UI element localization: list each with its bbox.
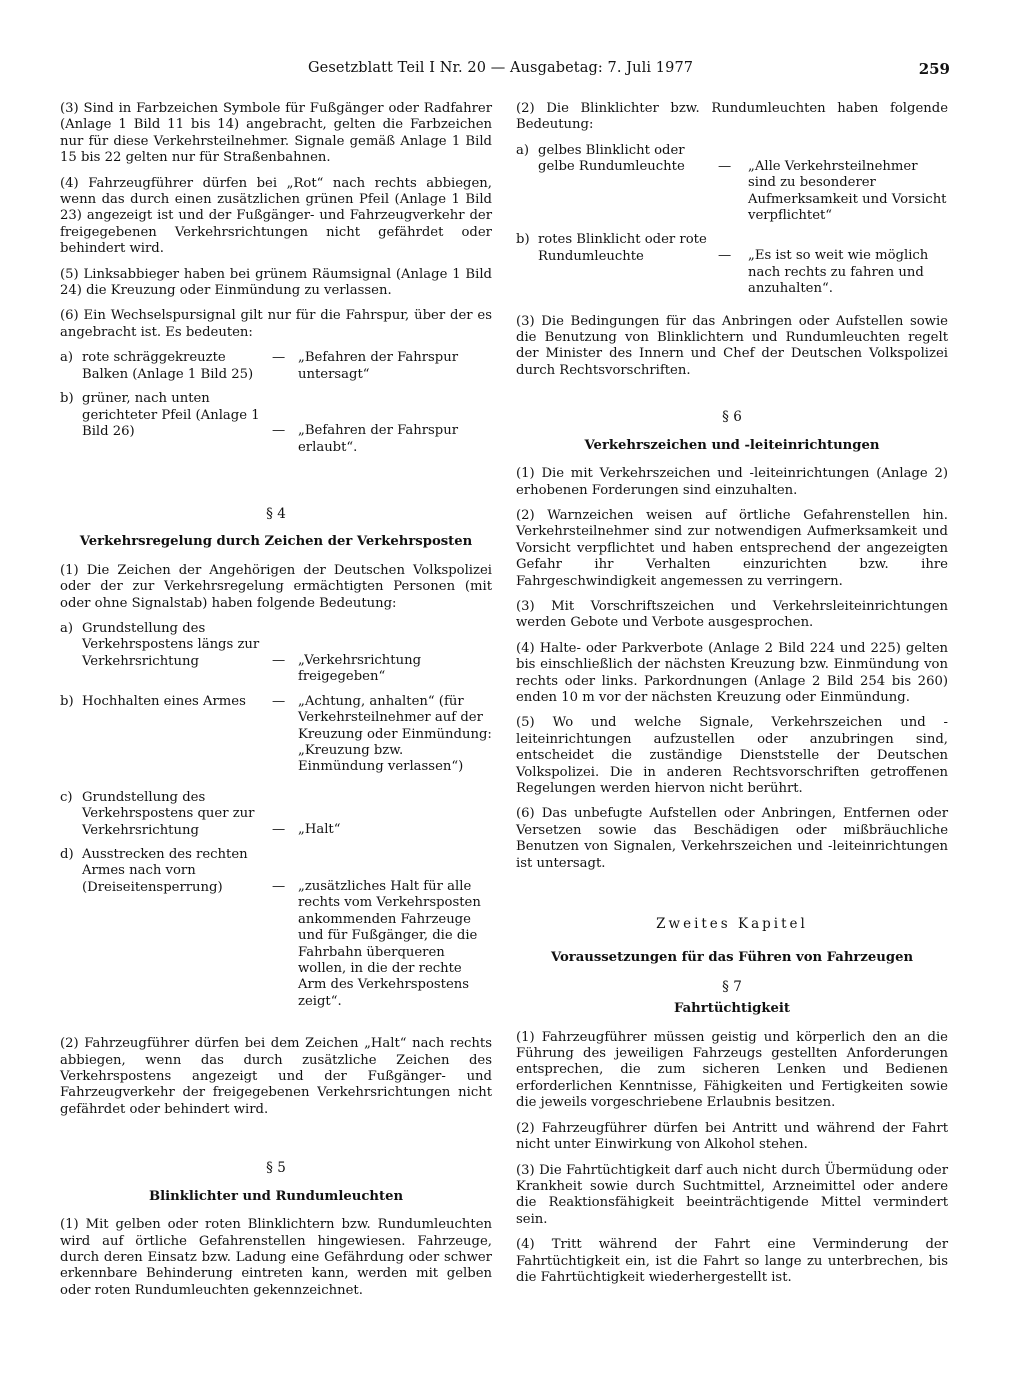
list-dash: — xyxy=(272,693,286,709)
section-title: Verkehrszeichen und -leiteinrichtungen xyxy=(584,437,880,453)
section-title: Verkehrsregelung durch Zeichen der Verkehrsposten xyxy=(79,534,473,550)
list-item xyxy=(60,694,492,776)
list-term: Hochhalten eines Armes xyxy=(82,693,246,709)
paragraph: (6) Das unbefugte Aufstellen oder Anbringen, Entfernen oder Versetzen sowie das Beschädigen oder mißbräuchliche Benutzen von Signalen, Verkehrszeichen und -leiteinrichtungen ist untersagt. xyxy=(516,806,948,871)
list-label: b) xyxy=(60,693,74,709)
list-meaning: „Befahren der Fahrspur erlaubt“. xyxy=(298,423,459,455)
list-item xyxy=(60,350,492,383)
paragraph: (3) Mit Vorschriftszeichen und Verkehrsleiteinrichtungen werden Gebote und Verbote ausgesprochen. xyxy=(516,598,948,631)
paragraph: (3) Die Bedingungen für das Anbringen oder Aufstellen sowie die Benutzung von Blinklichtern und Rundumleuchten regelt der Minister des Innern und Chef der Deutschen Volkspolizei durch Rechtsvorschriften. xyxy=(516,313,948,378)
section-number: § 6 xyxy=(722,409,742,426)
list-dash: — xyxy=(718,158,732,174)
list-dash: — xyxy=(272,350,286,366)
chapter-heading: Zweites Kapitel xyxy=(656,916,808,933)
left-column xyxy=(60,101,492,1308)
paragraph: (4) Fahrzeugführer dürfen bei „Rot“ nach rechts abbiegen, wenn das durch einen zusätzlichen grünen Pfeil (Anlage 1 Bild 23) angezeigt ist und der Fußgänger- und Fahrzeugverkehr der freigegebenen Verkehrsrichtungen nicht gefährdet oder behindert wird. xyxy=(60,175,492,257)
list-term: Ausstrecken des rechten Armes nach vorn (Dreiseitensperrung) xyxy=(82,847,248,895)
list-dash: — xyxy=(718,248,732,264)
list-meaning: „zusätzliches Halt für alle rechts vom Verkehrsposten ankommenden Fahrzeuge und für Fußgänger, die die Fahrbahn überqueren wollen, in die der rechte Arm des Verkehrspostens zeigt“. xyxy=(298,879,481,1009)
chapter-title: Voraussetzungen für das Führen von Fahrzeugen xyxy=(550,950,914,966)
paragraph: (5) Wo und welche Signale, Verkehrszeichen und -leiteinrichtungen aufzustellen oder anzubringen sind, entscheidet die zuständige Dienststelle der Deutschen Volkspolizei. Die in anderen Rechtsvorschriften getroffenen Regelungen werden hiervon nicht berührt. xyxy=(516,715,948,796)
list-term: Grundstellung des Verkehrspostens längs zur Verkehrsrichtung xyxy=(82,620,260,669)
section-title: Fahrtüchtigkeit xyxy=(674,1001,790,1017)
paragraph: (2) Fahrzeugführer dürfen bei dem Zeichen „Halt“ nach rechts abbiegen, wenn das durch zusätzliche Zeichen des Verkehrspostens angezeigt und der Fußgänger- und Fahrzeugverkehr der freigegebenen Verkehrsrichtungen nicht gefährdet oder behindert wird. xyxy=(60,1036,492,1117)
list-term: gelbes Blinklicht oder gelbe Rundumleuchte xyxy=(538,142,685,175)
paragraph: (1) Mit gelben oder roten Blinklichtern bzw. Rundumleuchten wird auf örtliche Gefahrenstellen hingewiesen. Fahrzeuge, durch deren Einsatz bzw. Ladung eine Gefährdung oder schwer erkennbare Behinderung eintreten kann, werden mit gelben oder roten Rundumleuchten gekennzeichnet. xyxy=(60,1217,492,1298)
list-meaning: „Alle Verkehrsteilnehmer sind zu besonderer Aufmerksamkeit und Vorsicht verpflichtet“ xyxy=(748,158,947,224)
paragraph: (2) Warnzeichen weisen auf örtliche Gefahrenstellen hin. Verkehrsteilnehmer sind zur notwendigen Aufmerksamkeit und Vorsicht verpflichtet und haben entsprechend der angezeigten Gefahr ihr Verhalten einzurichten bzw. ihre Fahrgeschwindigkeit angemessen zu verringern. xyxy=(516,507,948,589)
list-item xyxy=(516,232,948,297)
list-item xyxy=(60,790,492,839)
list-item xyxy=(60,621,492,686)
list-label: b) xyxy=(516,232,530,248)
list-dash: — xyxy=(272,423,286,439)
list-dash: — xyxy=(272,652,286,668)
list-label: d) xyxy=(60,847,74,862)
list-meaning: „Achtung, anhalten“ (für Verkehrsteilnehmer auf der Kreuzung oder Einmündung: „Kreuzung bzw. Einmündung verlassen“) xyxy=(298,693,492,775)
list-term: grüner, nach unten gerichteter Pfeil (Anlage 1 Bild 26) xyxy=(82,391,260,439)
paragraph: (2) Die Blinklichter bzw. Rundumleuchten haben folgende Bedeutung: xyxy=(516,101,948,133)
paragraph: (6) Ein Wechselspursignal gilt nur für die Fahrspur, über der es angebracht ist. Es bedeuten: xyxy=(60,308,492,340)
paragraph: (3) Sind in Farbzeichen Symbole für Fußgänger oder Radfahrer (Anlage 1 Bild 11 bis 14) angebracht, gelten die Farbzeichen nur für diese Verkehrsteilnehmer. Signale gemäß Anlage 1 Bild 15 bis 22 gelten nur für Straßenbahnen. xyxy=(60,101,492,166)
list-item xyxy=(60,847,492,1010)
list-label: b) xyxy=(60,391,74,407)
list-term: rote schräggekreuzte Balken (Anlage 1 Bild 25) xyxy=(82,350,254,382)
section-number: § 7 xyxy=(722,978,742,995)
list-term: rotes Blinklicht oder rote Rundumleuchte xyxy=(538,232,707,264)
list-meaning: „Es ist so weit wie möglich nach rechts zu fahren und anzuhalten“. xyxy=(748,248,929,297)
page-header xyxy=(60,60,950,84)
page-number: 259 xyxy=(918,60,950,78)
list-item xyxy=(516,143,948,225)
list-label: a) xyxy=(60,350,74,366)
paragraph: (2) Fahrzeugführer dürfen bei Antritt und während der Fahrt nicht unter Einwirkung von Alkohol stehen. xyxy=(516,1120,948,1153)
list-meaning: „Verkehrsrichtung freigegeben“ xyxy=(298,652,422,685)
right-column xyxy=(516,101,948,1295)
list-meaning: „Befahren der Fahrspur untersagt“ xyxy=(298,350,459,382)
paragraph: (1) Die mit Verkehrszeichen und -leiteinrichtungen (Anlage 2) erhobenen Forderungen sind einzuhalten. xyxy=(516,466,948,498)
list-term: Grundstellung des Verkehrspostens quer zur Verkehrsrichtung xyxy=(82,789,255,838)
paragraph: (4) Halte- oder Parkverbote (Anlage 2 Bild 224 und 225) gelten bis einschließlich der nächsten Kreuzung bzw. Einmündung von rechts oder links. Parkordnungen (Anlage 2 Bild 254 bis 260) enden 10 m vor der nächsten Kreuzung oder Einmündung. xyxy=(516,640,948,705)
section-number: § 4 xyxy=(266,505,286,522)
paragraph: (5) Linksabbieger haben bei grünem Räumsignal (Anlage 1 Bild 24) die Kreuzung oder Einmündung zu verlassen. xyxy=(60,266,492,299)
list-label: a) xyxy=(60,620,74,636)
paragraph: (1) Die Zeichen der Angehörigen der Deutschen Volkspolizei oder der zur Verkehrsregelung ermächtigten Personen (mit oder ohne Signalstab) haben folgende Bedeutung: xyxy=(60,562,492,611)
paragraph: (1) Fahrzeugführer müssen geistig und körperlich den an die Führung des jeweiligen Fahrzeugs gestellten Anforderungen entsprechen, die zum sicheren Lenken und Bedienen erforderlichen Kenntnisse, Fähigkeiten und Fertigkeiten sowie die jeweils vorgeschriebene Erlaubnis besitzen. xyxy=(516,1029,948,1111)
list-item xyxy=(60,391,492,456)
paragraph: (4) Tritt während der Fahrt eine Verminderung der Fahrtüchtigkeit ein, ist die Fahrt so lange zu unterbrechen, bis die Fahrtüchtigkeit wiederhergestellt ist. xyxy=(516,1237,948,1285)
list-label: c) xyxy=(60,789,73,805)
list-meaning: „Halt“ xyxy=(298,821,341,837)
section-number: § 5 xyxy=(266,1160,286,1177)
list-dash: — xyxy=(272,879,286,894)
header-title: Gesetzblatt Teil I Nr. 20 — Ausgabetag: 7. Juli 1977 xyxy=(308,60,694,76)
list-label: a) xyxy=(516,142,530,158)
paragraph: (3) Die Fahrtüchtigkeit darf auch nicht durch Übermüdung oder Krankheit sowie durch Suchtmittel, Arzneimittel oder andere die Reaktionsfähigkeit beeinträchtigende Mittel vermindert sein. xyxy=(516,1162,948,1227)
section-title: Blinklichter und Rundumleuchten xyxy=(148,1188,404,1204)
list-dash: — xyxy=(272,821,286,837)
